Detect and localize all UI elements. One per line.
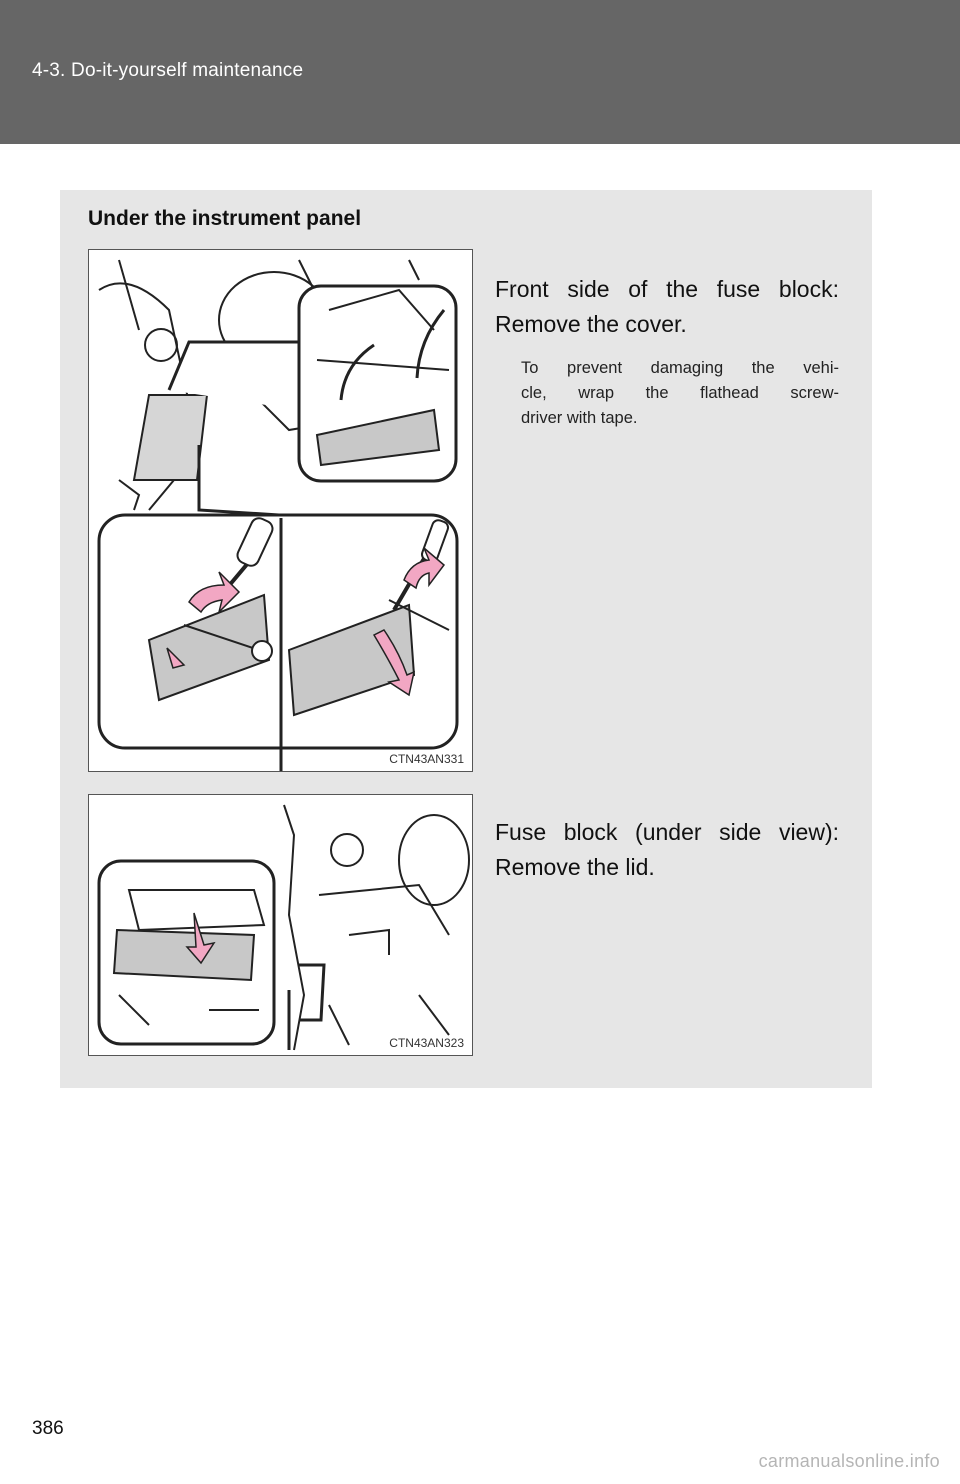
note-line1: To prevent damaging the vehi- [521,359,839,377]
figure-code: CTN43AN323 [389,1036,464,1050]
section-heading: Under the instrument panel [88,207,362,230]
note-line2: cle, wrap the flathead screw- [521,384,839,402]
page-header [0,0,960,144]
figure-fuse-cover-removal [88,249,473,772]
step1-note [521,356,839,431]
fuse-lid-illustration [89,795,472,1055]
figure-fuse-lid-removal [88,794,473,1056]
note-line3: driver with tape. [521,409,638,427]
fuse-cover-illustration [89,250,472,771]
watermark[interactable]: carmanualsonline.info [758,1451,940,1471]
step1-line2: Remove the cover. [495,311,687,337]
step2-line2: Remove the lid. [495,854,655,880]
step1-text [495,272,839,342]
figure-code: CTN43AN331 [389,752,464,766]
page-number: 386 [32,1418,64,1439]
step1-line1: Front side of the fuse block: [495,276,839,302]
header-title: 4-3. Do-it-yourself maintenance [32,60,304,81]
step2-line1: Fuse block (under side view): [495,819,839,845]
step2-text [495,815,839,885]
